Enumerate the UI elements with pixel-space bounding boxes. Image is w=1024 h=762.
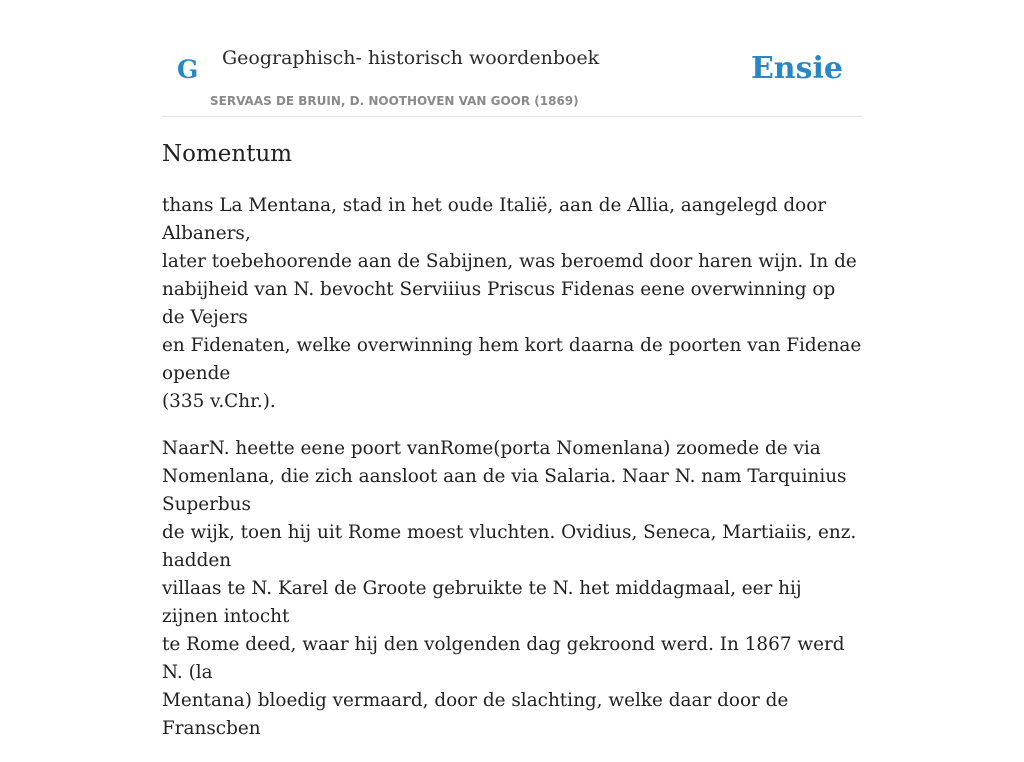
ensie-logo[interactable]: Ensie: [750, 51, 843, 86]
text-line: Nomenlana, die zich aansloot aan de via Salaria. Naar N. nam Tarquinius Superbus: [162, 466, 847, 515]
page-header: [162, 0, 862, 117]
text-line: en Fidenaten, welke overwinning hem kort daarna de poorten van Fidenae opende: [162, 335, 862, 384]
entry-paragraph-2: [162, 435, 862, 743]
text-line: NaarN. heette eene poort vanRome(porta Nomenlana) zoomede de via: [162, 438, 821, 459]
text-line: villaas te N. Karel de Groote gebruikte te N. het middagmaal, eer hij zijnen intocht: [162, 578, 802, 627]
text-line: nabijheid van N. bevocht Serviiius Priscus Fidenas eene overwinning op de Vejers: [162, 279, 836, 328]
entry-body: [162, 192, 862, 762]
text-line: Mentana) bloedig vermaard, door de slachting, welke daar door de Franscben: [162, 690, 789, 739]
text-line: thans La Mentana, stad in het oude Italië, aan de Allia, aangelegd door Albaners,: [162, 195, 827, 244]
entry-paragraph-1: [162, 192, 862, 416]
text-line: te Rome deed, waar hij den volgenden dag gekroond werd. In 1867 werd N. (la: [162, 634, 845, 683]
text-line: (335 v.Chr.).: [162, 391, 276, 412]
text-line: de wijk, toen hij uit Rome moest vluchten. Ovidius, Seneca, Martiaiis, enz. hadden: [162, 522, 857, 571]
book-authors: SERVAAS DE BRUIN, D. NOOTHOVEN VAN GOOR (1869): [210, 94, 579, 108]
text-line: later toebehoorende aan de Sabijnen, was beroemd door haren wijn. In de: [162, 251, 857, 272]
book-logo-icon[interactable]: G: [177, 55, 199, 84]
book-title[interactable]: Geographisch- historisch woordenboek: [222, 47, 600, 69]
entry-title: Nomentum: [162, 141, 293, 167]
